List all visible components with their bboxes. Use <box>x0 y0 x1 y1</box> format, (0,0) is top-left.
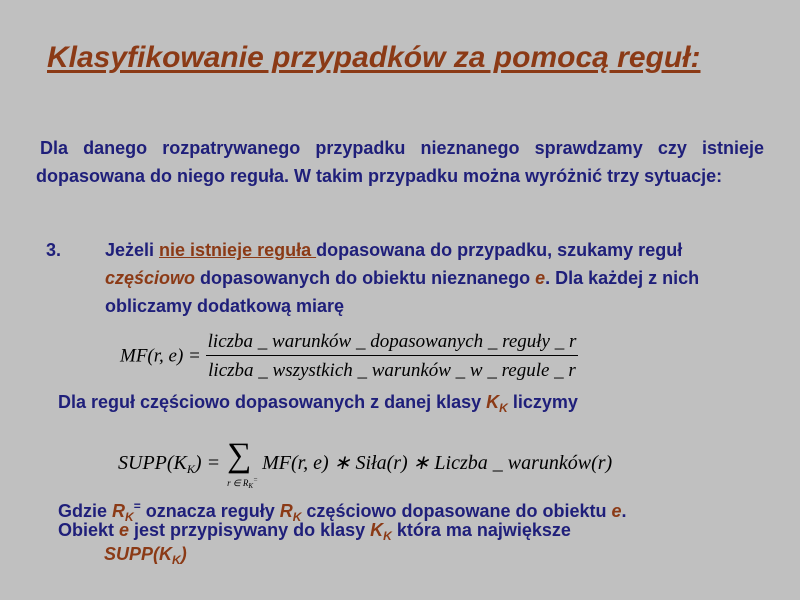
formula-mf-denominator: liczba _ wszystkich _ warunków _ w _ regule _ r <box>208 360 576 381</box>
formula-mf-numerator: liczba _ warunków _ dopasowanych _ reguły _ r <box>206 331 579 356</box>
slide-title: Klasyfikowanie przypadków za pomocą reguł: <box>47 41 701 74</box>
list-item-text: Jeżeli nie istnieje reguła dopasowana do przypadku, szukamy reguł częściowo dopasowanych do obiektu nieznanego e. Dla każdej z nich obliczamy dodatkową miarę <box>105 240 700 316</box>
list-item-3 <box>46 236 766 320</box>
formula-mf-fraction <box>206 331 579 382</box>
highlight-no-rule: nie istnieje reguła <box>159 240 317 260</box>
formula-mf-lhs: MF(r, e) = <box>120 345 201 367</box>
intro-paragraph: Dla danego rozpatrywanego przypadku nieznanego sprawdzamy czy istnieje dopasowana do niego reguła. W takim przypadku można wyróżnić trzy sytuacje: <box>36 138 764 186</box>
sum-symbol: ∑ r ∈ $R_K^=$ <box>227 437 258 490</box>
emphasis-partially: częściowo <box>105 268 196 288</box>
list-number: 3. <box>46 240 62 260</box>
formula-supp: $SUPP(K_K)$ = ∑ r ∈ $R_K^=$ MF(r, e) ∗ Siła(r) ∗ Liczba _ warunków(r) <box>118 437 613 490</box>
sentence-assignment: Obiekt e jest przypisywany do klasy $K_K$ która ma największe <box>58 520 571 543</box>
sentence-rk-definition: Gdzie $R_K^=$ oznacza reguły $R_K$ częściowo dopasowane do obiektu e. <box>58 499 627 524</box>
supp-max: $SUPP(K_K)$ <box>104 544 187 567</box>
sentence-class-rules: Dla reguł częściowo dopasowanych z danej klasy $K_K$ liczymy <box>58 392 578 415</box>
formula-mf <box>120 331 578 382</box>
object-e: e <box>535 268 546 288</box>
